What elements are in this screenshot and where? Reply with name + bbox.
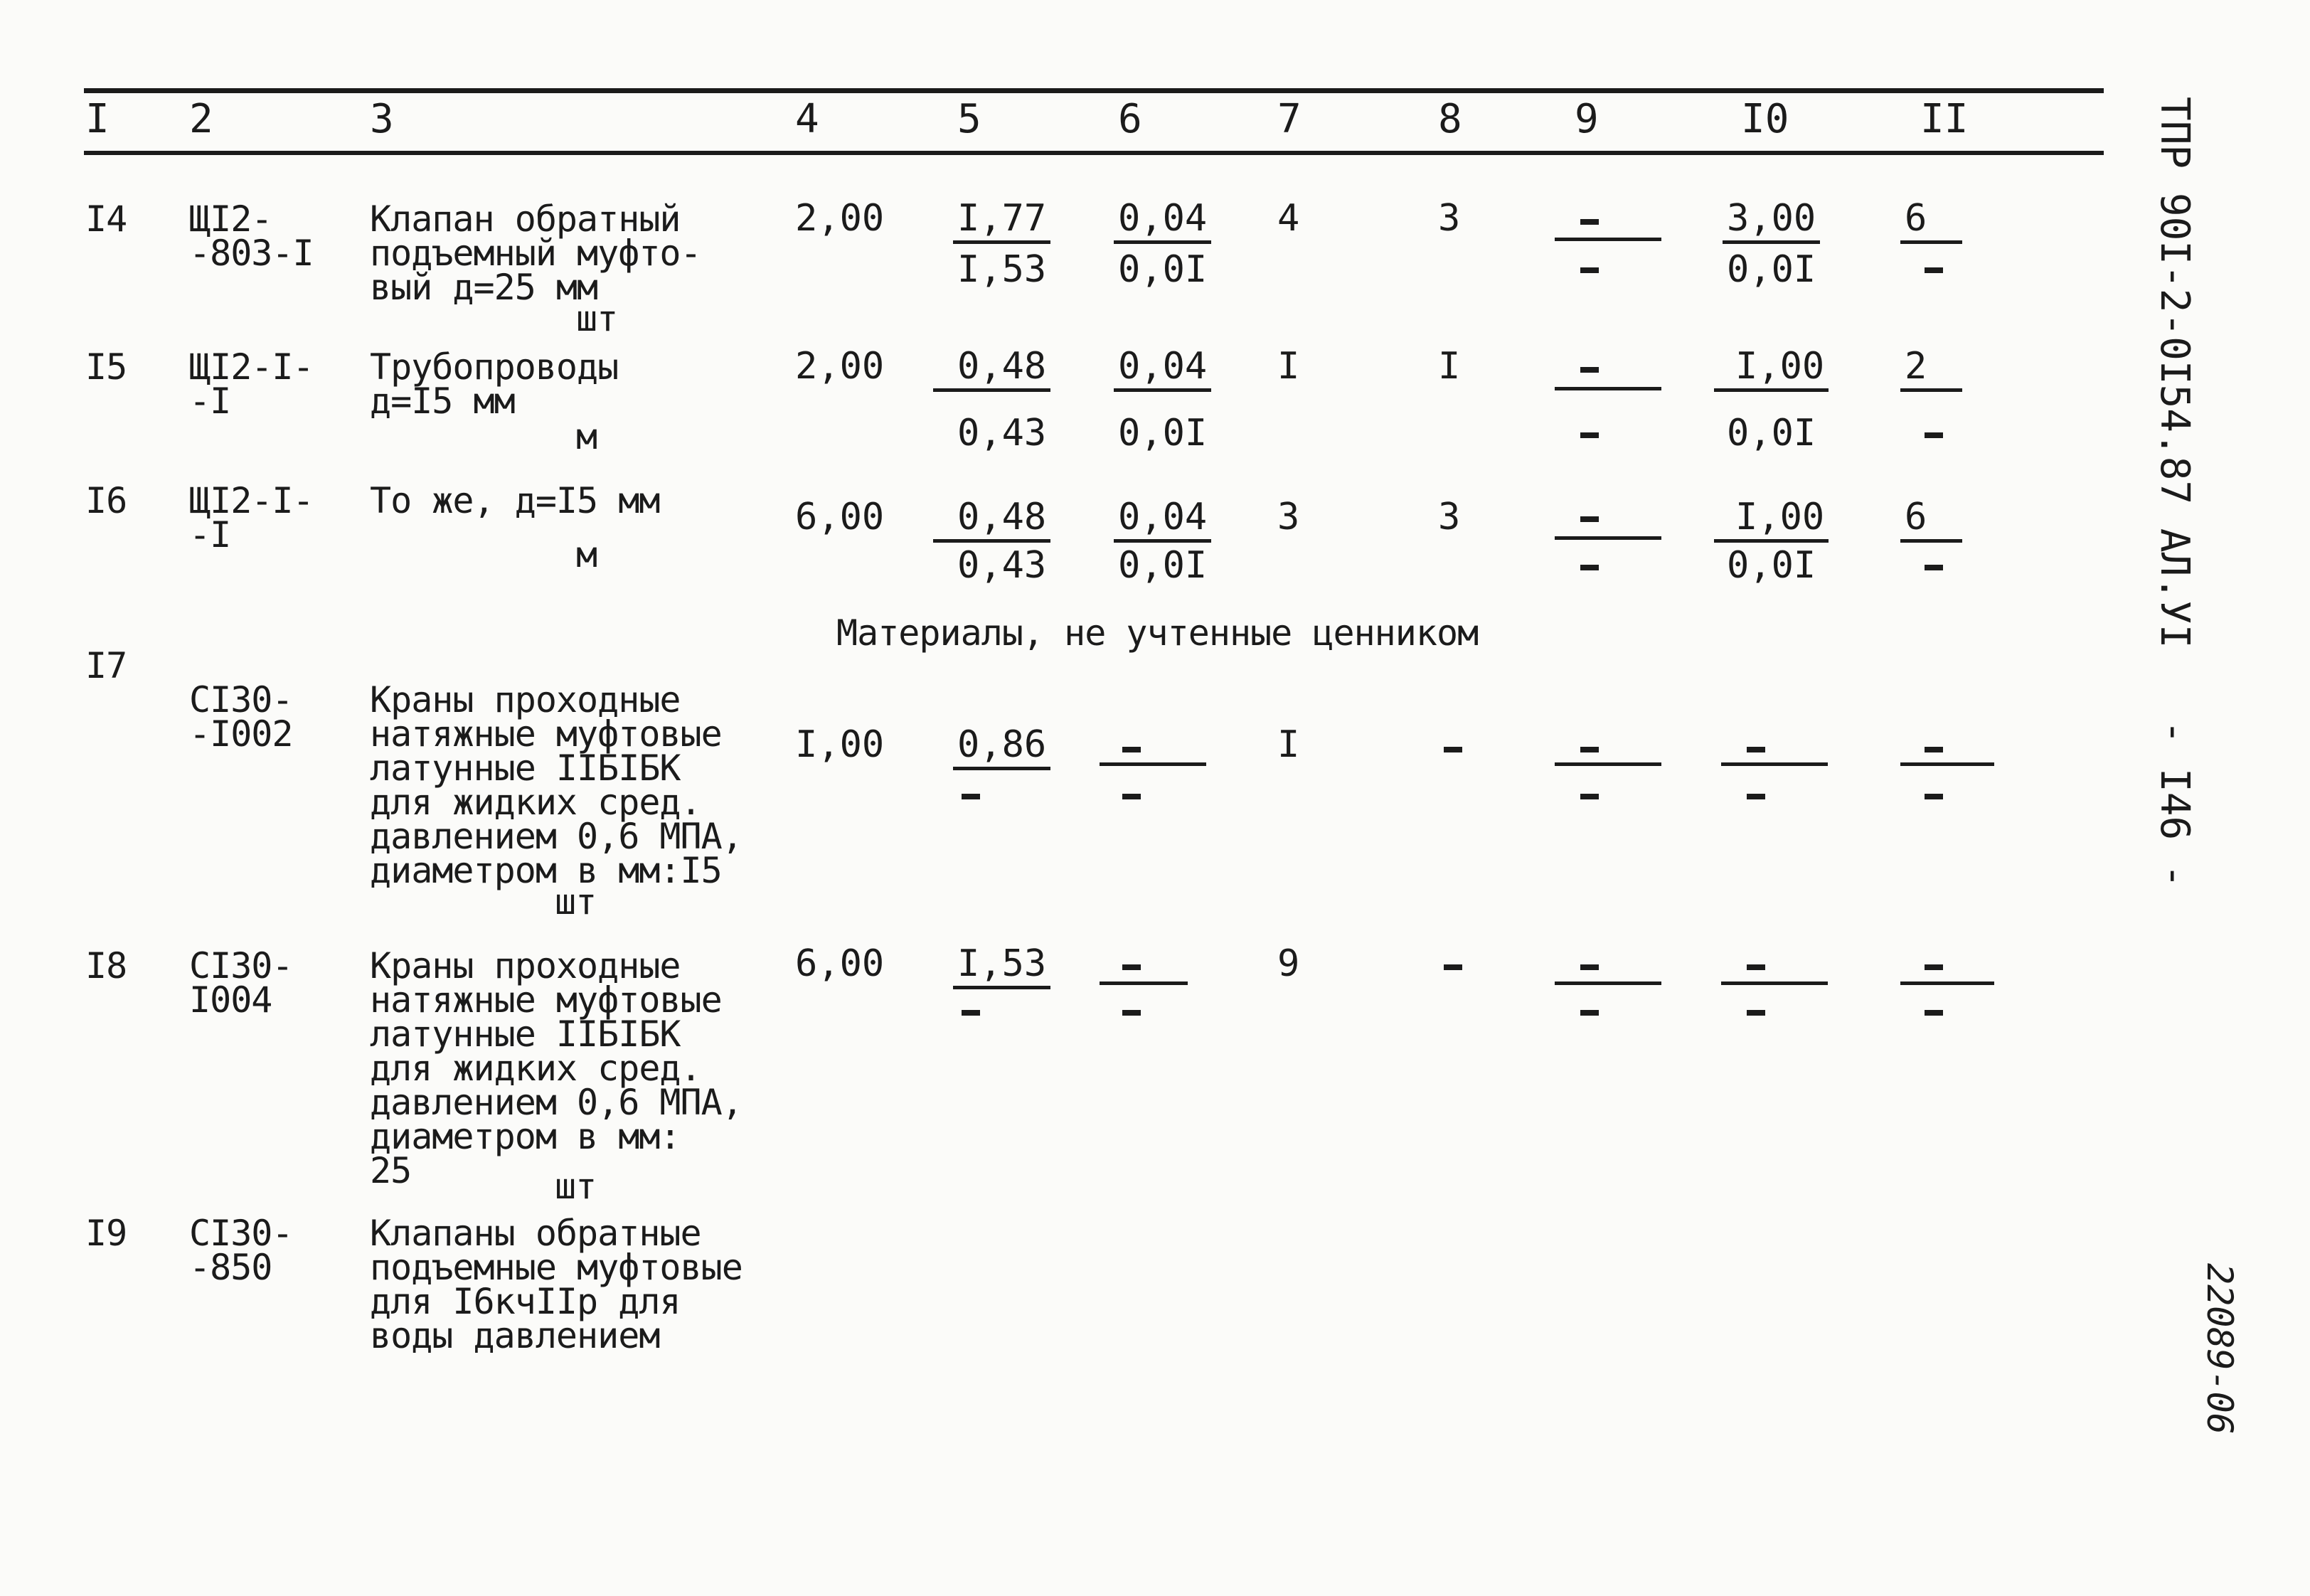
col11-bottom-dash	[1925, 432, 1943, 438]
item-name: Клапаны обратные подъемные муфтовые для I6кчIIр для воды давлением	[370, 1213, 742, 1356]
col5-bottom: 0,43	[957, 544, 1047, 587]
col8-value: 3	[1438, 197, 1461, 240]
col-header-9: 9	[1575, 96, 1599, 142]
col-header-2: 2	[189, 96, 213, 142]
item-unit: шт	[555, 881, 597, 922]
table-top-rule	[84, 88, 2104, 93]
col7-value: 3	[1277, 496, 1300, 538]
col-header-5: 5	[957, 96, 981, 142]
row-number: I4	[85, 198, 127, 240]
item-unit: м	[576, 534, 597, 575]
col10-bottom-dash	[1747, 794, 1765, 799]
price-code: CI30- -I002	[189, 679, 293, 755]
col10-bottom-dash	[1747, 1010, 1765, 1016]
row-number: I5	[85, 346, 127, 388]
col11-bottom-dash	[1925, 267, 1943, 273]
col9-top-dash	[1580, 219, 1599, 225]
item-unit: шт	[576, 298, 618, 339]
col6-bottom: 0,0I	[1118, 544, 1208, 587]
row-number: I6	[85, 480, 127, 521]
price-code: CI30- -850	[189, 1213, 293, 1288]
col5-bottom: I,53	[957, 248, 1047, 291]
col6-top: 0,04	[1114, 496, 1211, 543]
col9-top-dash	[1580, 516, 1599, 522]
col-header-3: 3	[370, 96, 394, 142]
col11-top: 6	[1900, 198, 1962, 244]
table-header-rule	[84, 151, 2104, 155]
col6-top-dash	[1122, 964, 1141, 970]
col5-top: 0,48	[933, 496, 1050, 543]
price-code: ЩI2-I- -I	[189, 346, 314, 422]
col10-fraction-line	[1721, 762, 1828, 766]
col9-bottom-dash	[1580, 267, 1599, 273]
col-header-7: 7	[1277, 96, 1302, 142]
item-name: То же, д=I5 мм	[370, 480, 660, 521]
item-name: Краны проходные натяжные муфтовые латунные IIБIБК для жидких сред. давлением 0,6 МПА, диаметром в мм:I5	[370, 679, 742, 891]
col5-top: I,53	[953, 943, 1050, 989]
col6-top: 0,04	[1114, 198, 1211, 244]
item-unit: м	[576, 416, 597, 457]
col10-top: I,00	[1714, 496, 1829, 543]
col5-top: 0,86	[953, 724, 1050, 770]
col6-bottom-dash	[1122, 794, 1141, 799]
col11-top: 6	[1900, 496, 1962, 543]
section-title: Материалы, не учтенные ценником	[836, 612, 1479, 654]
col5-bottom-dash	[962, 794, 980, 799]
col11-fraction-line	[1900, 981, 1994, 985]
col9-top-dash	[1580, 964, 1599, 970]
quantity: 6,00	[795, 942, 885, 985]
col10-top-dash	[1747, 964, 1765, 970]
col10-bottom: 0,0I	[1727, 248, 1816, 291]
col6-top-dash	[1122, 747, 1141, 752]
price-code: ЩI2- -803-I	[189, 198, 314, 274]
price-code: ЩI2-I- -I	[189, 480, 314, 555]
col11-bottom-dash	[1925, 565, 1943, 570]
item-name: Клапан обратный подъемный муфто- вый д=25 мм	[370, 198, 701, 308]
col-header-6: 6	[1118, 96, 1142, 142]
row-number: I8	[85, 945, 127, 986]
col8-dash	[1444, 747, 1462, 752]
col5-bottom: 0,43	[957, 412, 1047, 454]
row-number: I7	[85, 645, 127, 686]
col5-top: I,77	[953, 198, 1050, 244]
col9-bottom-dash	[1580, 432, 1599, 438]
quantity: I,00	[795, 723, 885, 766]
side-document-label: ТПР 90I-2-0I54.87 АЛ.УI - I46 -	[2151, 97, 2198, 888]
col9-fraction-line	[1555, 536, 1661, 540]
col-header-8: 8	[1438, 96, 1462, 142]
col10-top: I,00	[1714, 346, 1829, 392]
col10-top: 3,00	[1723, 198, 1820, 244]
col-header-1: I	[85, 96, 110, 142]
col9-fraction-line	[1555, 762, 1661, 766]
col5-top: 0,48	[933, 346, 1050, 392]
col-header-10: I0	[1741, 96, 1789, 142]
col6-fraction-line	[1100, 981, 1188, 985]
col10-top-dash	[1747, 747, 1765, 752]
col11-top: 2	[1900, 346, 1962, 392]
quantity: 2,00	[795, 345, 885, 388]
col7-value: 4	[1277, 197, 1300, 240]
price-code: CI30- I004	[189, 945, 293, 1021]
col10-bottom: 0,0I	[1727, 412, 1816, 454]
col-header-11: II	[1920, 96, 1969, 142]
col8-value: 3	[1438, 496, 1461, 538]
col10-bottom: 0,0I	[1727, 544, 1816, 587]
col6-bottom: 0,0I	[1118, 248, 1208, 291]
col7-value: I	[1277, 723, 1300, 766]
col9-top-dash	[1580, 747, 1599, 752]
item-unit: шт	[555, 1166, 597, 1207]
col11-bottom-dash	[1925, 794, 1943, 799]
col9-bottom-dash	[1580, 794, 1599, 799]
col7-value: 9	[1277, 942, 1300, 985]
quantity: 6,00	[795, 496, 885, 538]
col8-dash	[1444, 964, 1462, 970]
col9-bottom-dash	[1580, 565, 1599, 570]
col9-fraction-line	[1555, 981, 1661, 985]
col9-fraction-line	[1555, 238, 1661, 241]
col10-fraction-line	[1721, 981, 1828, 985]
col6-top: 0,04	[1114, 346, 1211, 392]
col5-bottom-dash	[962, 1010, 980, 1016]
col-header-4: 4	[795, 96, 819, 142]
col8-value: I	[1438, 345, 1461, 388]
col7-value: I	[1277, 345, 1300, 388]
col6-fraction-line	[1100, 762, 1206, 766]
col9-top-dash	[1580, 367, 1599, 373]
col6-bottom: 0,0I	[1118, 412, 1208, 454]
item-name: Краны проходные натяжные муфтовые латунные IIБIБК для жидких сред. давлением 0,6 МПА, диаметром в мм: 25	[370, 945, 742, 1191]
document-code: 22089-06	[2199, 1263, 2240, 1435]
col11-fraction-line	[1900, 762, 1994, 766]
col11-top-dash	[1925, 747, 1943, 752]
col11-top-dash	[1925, 964, 1943, 970]
col11-bottom-dash	[1925, 1010, 1943, 1016]
col9-fraction-line	[1555, 387, 1661, 390]
col6-bottom-dash	[1122, 1010, 1141, 1016]
quantity: 2,00	[795, 197, 885, 240]
item-name: Трубопроводы д=I5 мм	[370, 346, 619, 422]
col9-bottom-dash	[1580, 1010, 1599, 1016]
row-number: I9	[85, 1213, 127, 1254]
